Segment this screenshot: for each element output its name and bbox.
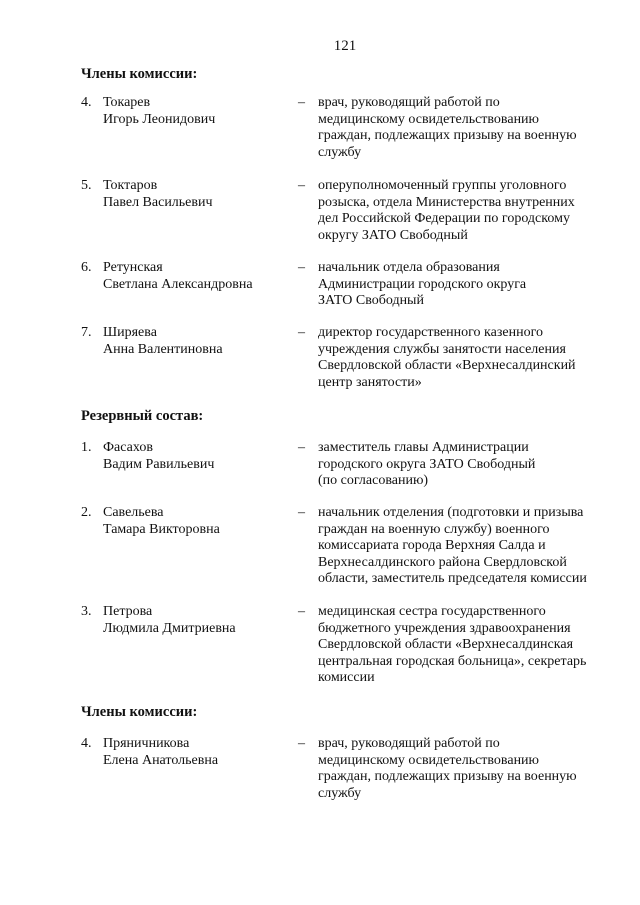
dash-separator: – xyxy=(298,604,305,619)
position-description: заместитель главы Администрации городского округа ЗАТО Свободный (по согласованию) xyxy=(318,440,536,489)
position-description: оперуполномоченный группы уголовного розыска, отдела Министерства внутренних дел Российской Федерации по городскому округу ЗАТО Свободный xyxy=(318,178,575,243)
entry-number: 2. xyxy=(81,505,92,520)
position-description: начальник отделения (подготовки и призыва граждан на военную службу) военного комиссариата города Верхняя Салда и Верхнесалдинского района Свердловской области, заместитель председателя комиссии xyxy=(318,505,587,587)
dash-separator: – xyxy=(298,505,305,520)
entry-number: 4. xyxy=(81,736,92,751)
page-number: 121 xyxy=(333,38,357,54)
dash-separator: – xyxy=(298,178,305,193)
position-description: директор государственного казенного учреждения службы занятости населения Свердловской области «Верхнесалдинский центр занятости» xyxy=(318,325,576,390)
person-name: Ширяева Анна Валентиновна xyxy=(103,325,223,357)
person-name: Петрова Людмила Дмитриевна xyxy=(103,604,236,636)
position-description: врач, руководящий работой по медицинскому освидетельствованию граждан, подлежащих призыву на военную службу xyxy=(318,95,577,160)
section-title-reserve: Резервный состав: xyxy=(81,408,204,424)
entry-number: 1. xyxy=(81,440,92,455)
position-description: начальник отдела образования Администрации городского округа ЗАТО Свободный xyxy=(318,260,527,309)
position-description: медицинская сестра государственного бюджетного учреждения здравоохранения Свердловской области «Верхнесалдинская центральная городская больница», секретарь комиссии xyxy=(318,604,587,686)
dash-separator: – xyxy=(298,95,305,110)
person-name: Пряничникова Елена Анатольевна xyxy=(103,736,219,768)
person-name: Токтаров Павел Васильевич xyxy=(103,178,213,210)
entry-number: 3. xyxy=(81,604,92,619)
dash-separator: – xyxy=(298,325,305,340)
section-title-members: Члены комиссии: xyxy=(81,704,198,720)
entry-number: 4. xyxy=(81,95,92,110)
dash-separator: – xyxy=(298,736,305,751)
entry-number: 6. xyxy=(81,260,92,275)
dash-separator: – xyxy=(298,440,305,455)
person-name: Савельева Тамара Викторовна xyxy=(103,505,220,537)
person-name: Ретунская Светлана Александровна xyxy=(103,260,253,292)
entry-number: 5. xyxy=(81,178,92,193)
dash-separator: – xyxy=(298,260,305,275)
entry-number: 7. xyxy=(81,325,92,340)
position-description: врач, руководящий работой по медицинскому освидетельствованию граждан, подлежащих призыву на военную службу xyxy=(318,736,577,801)
section-title-members: Члены комиссии: xyxy=(81,66,198,82)
person-name: Фасахов Вадим Равильевич xyxy=(103,440,215,472)
person-name: Токарев Игорь Леонидович xyxy=(103,95,216,127)
